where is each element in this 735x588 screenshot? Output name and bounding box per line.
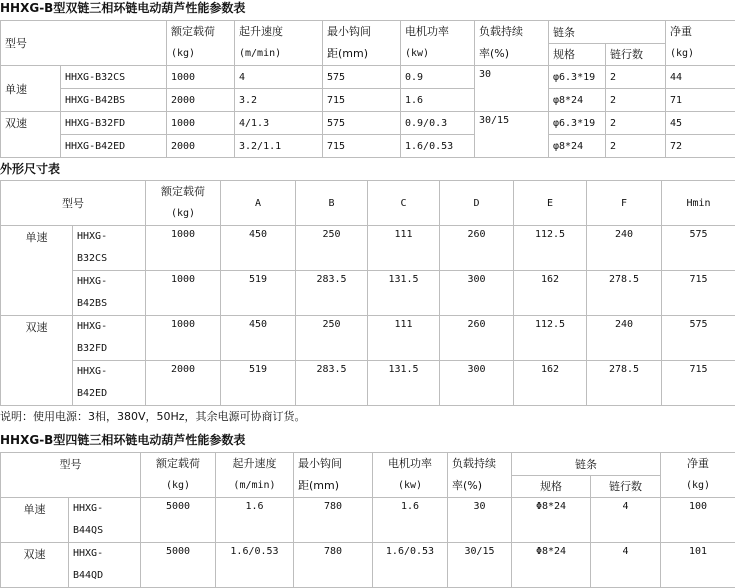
table1-title: HHXG-B型双链三相环链电动葫芦性能参数表 xyxy=(0,1,246,15)
header-model: 型号 xyxy=(1,181,146,226)
power-supply-note: 说明：使用电源：3相，380V，50Hz，其余电源可协商订货。 xyxy=(0,410,306,423)
dim-f-cell: 240 xyxy=(587,316,662,361)
header-load: 额定载荷 (kg) xyxy=(146,181,221,226)
load-cell: 2000 xyxy=(146,361,221,406)
load-cell: 1000 xyxy=(146,226,221,271)
speed-type: 双速 xyxy=(1,543,69,588)
dim-f-cell: 240 xyxy=(587,226,662,271)
header-c: C xyxy=(368,181,440,226)
header-chain: 链条 xyxy=(512,453,661,476)
speed-cell: 1.6/0.53 xyxy=(216,543,294,588)
chain-spec-cell: φ6.3*19 xyxy=(549,66,606,89)
dim-d-cell: 260 xyxy=(440,316,514,361)
dim-f-cell: 278.5 xyxy=(587,361,662,406)
load-cell: 1000 xyxy=(146,271,221,316)
power-cell: 1.6/0.53 xyxy=(373,543,448,588)
header-chain-spec: 规格 xyxy=(549,43,606,66)
dim-e-cell: 112.5 xyxy=(514,316,587,361)
dim-c-cell: 131.5 xyxy=(368,271,440,316)
weight-cell: 71 xyxy=(666,89,735,112)
speed-cell: 3.2/1.1 xyxy=(235,135,323,158)
load-cell: 5000 xyxy=(141,498,216,543)
dim-b-cell: 283.5 xyxy=(296,361,368,406)
header-e: E xyxy=(514,181,587,226)
header-chain-spec: 规格 xyxy=(512,475,591,498)
dim-d-cell: 300 xyxy=(440,361,514,406)
power-cell: 0.9/0.3 xyxy=(401,112,475,135)
table-row xyxy=(1,498,735,543)
model-cell: HHXG-B32FD xyxy=(61,112,167,135)
load-cell: 1000 xyxy=(167,112,235,135)
duty-cell: 30/15 xyxy=(475,112,549,158)
dimensions-table xyxy=(0,180,735,406)
dim-f-cell: 278.5 xyxy=(587,271,662,316)
weight-cell: 100 xyxy=(661,498,735,543)
header-chain: 链条 xyxy=(549,21,666,44)
dim-b-cell: 250 xyxy=(296,316,368,361)
chain-rows-cell: 2 xyxy=(606,135,666,158)
dim-b-cell: 250 xyxy=(296,226,368,271)
load-cell: 2000 xyxy=(167,135,235,158)
chain-rows-cell: 4 xyxy=(591,498,661,543)
chain-rows-cell: 4 xyxy=(591,543,661,588)
table-row xyxy=(1,226,735,271)
chain-spec-cell: Φ8*24 xyxy=(512,498,591,543)
dim-hmin-cell: 715 xyxy=(662,271,735,316)
chain-spec-cell: Φ8*24 xyxy=(512,543,591,588)
speed-cell: 4 xyxy=(235,66,323,89)
hook-cell: 780 xyxy=(294,498,373,543)
dim-b-cell: 283.5 xyxy=(296,271,368,316)
header-model: 型号 xyxy=(1,21,167,66)
dim-a-cell: 450 xyxy=(221,226,296,271)
power-cell: 1.6 xyxy=(401,89,475,112)
weight-cell: 44 xyxy=(666,66,735,89)
dim-hmin-cell: 715 xyxy=(662,361,735,406)
power-cell: 0.9 xyxy=(401,66,475,89)
header-power: 电机功率 (kw) xyxy=(401,21,475,66)
header-load: 额定载荷 (kg) xyxy=(141,453,216,498)
dim-c-cell: 111 xyxy=(368,226,440,271)
speed-type: 双速 xyxy=(1,316,73,406)
table-row xyxy=(1,89,735,112)
model-cell: HHXG- B42BS xyxy=(73,271,146,316)
weight-cell: 101 xyxy=(661,543,735,588)
header-duty: 负载持续 率(%) xyxy=(475,21,549,66)
header-hmin: Hmin xyxy=(662,181,735,226)
speed-cell: 3.2 xyxy=(235,89,323,112)
header-f: F xyxy=(587,181,662,226)
speed-cell: 1.6 xyxy=(216,498,294,543)
model-cell: HHXG- B32FD xyxy=(73,316,146,361)
dim-e-cell: 162 xyxy=(514,361,587,406)
header-speed: 起升速度 (m/min) xyxy=(235,21,323,66)
speed-type: 单速 xyxy=(1,498,69,543)
load-cell: 2000 xyxy=(167,89,235,112)
performance-table-double-chain xyxy=(0,20,735,158)
header-chain-rows: 链行数 xyxy=(606,43,666,66)
dim-a-cell: 519 xyxy=(221,361,296,406)
dim-hmin-cell: 575 xyxy=(662,316,735,361)
header-hook-distance: 最小钩间 距(mm) xyxy=(323,21,401,66)
dim-d-cell: 300 xyxy=(440,271,514,316)
table-row xyxy=(1,361,735,406)
weight-cell: 45 xyxy=(666,112,735,135)
dim-c-cell: 111 xyxy=(368,316,440,361)
header-load: 额定载荷 (kg) xyxy=(167,21,235,66)
speed-type: 单速 xyxy=(1,226,73,316)
load-cell: 1000 xyxy=(167,66,235,89)
speed-type: 双速 xyxy=(1,112,61,158)
chain-spec-cell: φ6.3*19 xyxy=(549,112,606,135)
table3-title: HHXG-B型四链三相环链电动葫芦性能参数表 xyxy=(0,433,246,447)
hook-cell: 575 xyxy=(323,112,401,135)
speed-cell: 4/1.3 xyxy=(235,112,323,135)
chain-rows-cell: 2 xyxy=(606,112,666,135)
header-hook-distance: 最小钩间 距(mm) xyxy=(294,453,373,498)
header-chain-rows: 链行数 xyxy=(591,475,661,498)
duty-cell: 30 xyxy=(448,498,512,543)
weight-cell: 72 xyxy=(666,135,735,158)
header-weight: 净重 (kg) xyxy=(666,21,735,66)
model-cell: HHXG-B42ED xyxy=(61,135,167,158)
header-d: D xyxy=(440,181,514,226)
model-cell: HHXG-B42BS xyxy=(61,89,167,112)
speed-type: 单速 xyxy=(1,66,61,112)
dim-c-cell: 131.5 xyxy=(368,361,440,406)
dim-e-cell: 162 xyxy=(514,271,587,316)
model-cell: HHXG- B44QS xyxy=(69,498,141,543)
model-cell: HHXG-B32CS xyxy=(61,66,167,89)
performance-table-four-chain xyxy=(0,452,735,588)
hook-cell: 715 xyxy=(323,89,401,112)
chain-rows-cell: 2 xyxy=(606,89,666,112)
duty-cell: 30 xyxy=(475,66,549,112)
duty-cell: 30/15 xyxy=(448,543,512,588)
hook-cell: 575 xyxy=(323,66,401,89)
load-cell: 5000 xyxy=(141,543,216,588)
header-a: A xyxy=(221,181,296,226)
table2-title: 外形尺寸表 xyxy=(0,162,61,176)
power-cell: 1.6 xyxy=(373,498,448,543)
table-row xyxy=(1,135,735,158)
table-row xyxy=(1,66,735,89)
hook-cell: 780 xyxy=(294,543,373,588)
table-row xyxy=(1,112,735,135)
table-row xyxy=(1,271,735,316)
dim-a-cell: 450 xyxy=(221,316,296,361)
dim-hmin-cell: 575 xyxy=(662,226,735,271)
header-duty: 负载持续 率(%) xyxy=(448,453,512,498)
table-row xyxy=(1,316,735,361)
dim-a-cell: 519 xyxy=(221,271,296,316)
header-b: B xyxy=(296,181,368,226)
header-power: 电机功率 (kw) xyxy=(373,453,448,498)
dim-d-cell: 260 xyxy=(440,226,514,271)
model-cell: HHXG- B42ED xyxy=(73,361,146,406)
chain-spec-cell: φ8*24 xyxy=(549,89,606,112)
header-model: 型号 xyxy=(1,453,141,498)
header-speed: 起升速度 (m/min) xyxy=(216,453,294,498)
load-cell: 1000 xyxy=(146,316,221,361)
table-row xyxy=(1,543,735,588)
model-cell: HHXG- B32CS xyxy=(73,226,146,271)
chain-rows-cell: 2 xyxy=(606,66,666,89)
chain-spec-cell: φ8*24 xyxy=(549,135,606,158)
hook-cell: 715 xyxy=(323,135,401,158)
header-weight: 净重 (kg) xyxy=(661,453,735,498)
model-cell: HHXG- B44QD xyxy=(69,543,141,588)
dim-e-cell: 112.5 xyxy=(514,226,587,271)
power-cell: 1.6/0.53 xyxy=(401,135,475,158)
